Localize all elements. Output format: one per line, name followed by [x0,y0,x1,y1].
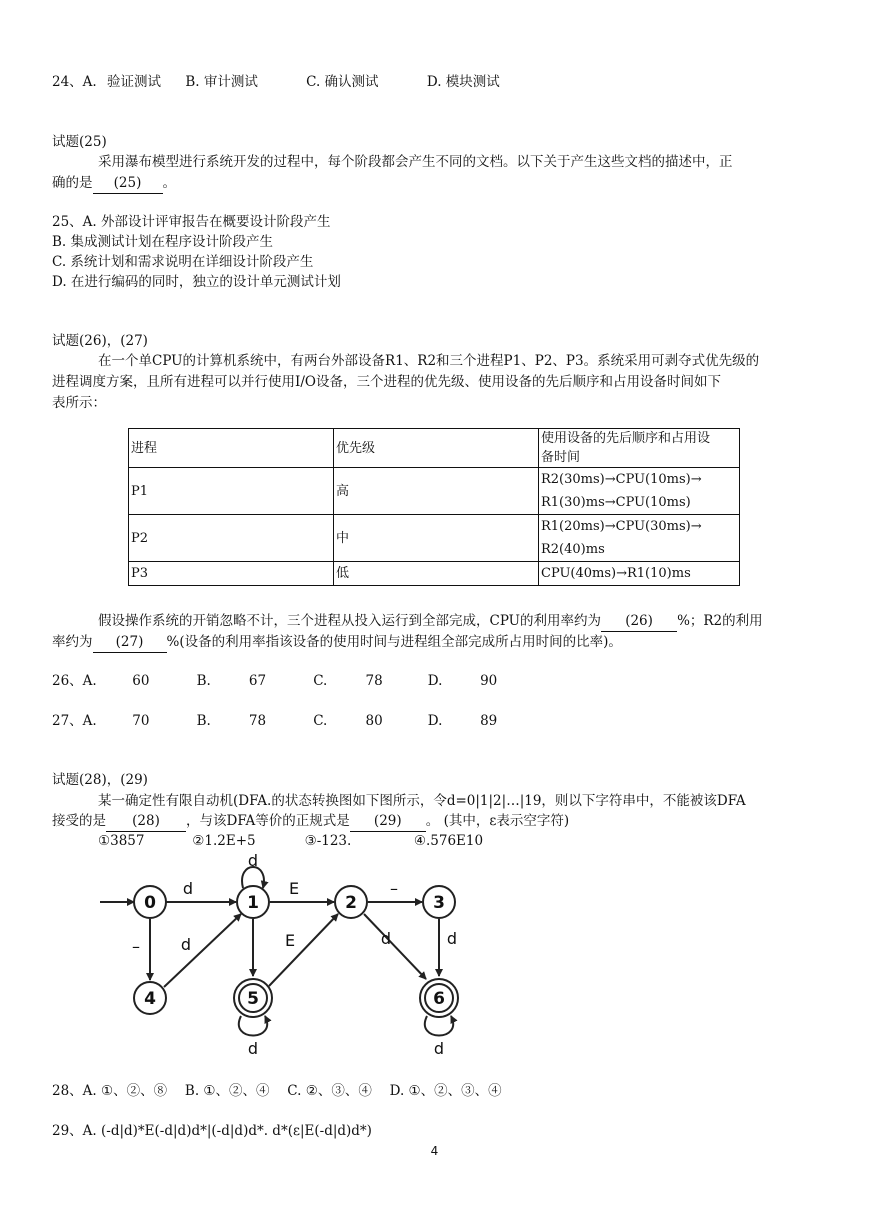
q24-option-b: B. 审计测试 [185,74,258,90]
q27-after-post: %(设备的利用率指该设备的使用时间与进程组全部完成所占用时间的比率)。 [166,634,622,650]
state-5-label: 5 [247,989,259,1009]
state-2-label: 2 [345,893,357,913]
q28-text-pre: 接受的是 [52,813,106,829]
header-sequence-line2: 备时间 [541,450,581,465]
q28-string-2: ②1.2E+5 [192,833,256,849]
cell-priority: 低 [334,562,539,586]
q27-option-c-label: C. [313,713,328,729]
q26-text-line3: 表所示： [52,395,106,411]
label-e55: d [247,1039,259,1058]
q28-text-mid: ，与该DFA等价的正规式是 [186,813,350,829]
q25-text-line2 [52,173,176,194]
q26-option-a: 60 [132,673,150,689]
table-row [129,562,740,586]
cell-sequence-line2: R2(40)ms [541,542,605,557]
q25-option-d: D. 在进行编码的同时，独立的设计单元测试计划 [52,274,341,290]
cell-priority: 高 [334,468,539,515]
q26-after-line1 [98,611,763,632]
q28-text-line1: 某一确定性有限自动机(DFA.的状态转换图如下图所示，令d=0|1|2|…|19，则以下字符串中，不能被该DFA [98,793,746,809]
q25-title: 试题(25) [52,134,107,150]
q26-option-c: 78 [365,673,383,689]
q26-option-c-label: C. [313,673,328,689]
q27-option-d: 89 [480,713,498,729]
q27-option-b: 78 [248,713,267,729]
state-0-label: 0 [144,893,156,913]
cell-priority: 中 [334,515,539,562]
label-e11: d [247,851,259,870]
header-sequence [539,429,740,468]
q27-after-line2 [52,632,622,653]
cell-sequence-line1: R1(20ms)→CPU(30ms)→ [541,519,702,534]
cell-process: P3 [129,562,334,586]
q27-prefix: 27、A. [52,713,97,729]
loop-6 [425,1016,453,1036]
label-e26: d [380,929,392,948]
q26-option-b: 67 [248,673,267,689]
q26-title: 试题(26)，(27) [52,333,148,349]
q24-option-a: 验证测试 [107,74,162,90]
q26-text-line2: 进程调度方案，且所有进程可以并行使用I/O设备，三个进程的优先级、使用设备的先后顺序和占用设备时间如下 [52,374,721,390]
label-e12: E [288,879,300,898]
table-row [129,468,740,515]
cell-sequence [539,515,740,562]
label-e41: d [180,935,192,954]
header-sequence-line1: 使用设备的先后顺序和占用设 [541,431,711,446]
label-e36: d [446,929,458,948]
q28-text-post: 。 (其中，ε表示空字符) [425,813,570,829]
q25-option-b: B. 集成测试计划在程序设计阶段产生 [52,234,274,250]
cell-process: P2 [129,515,334,562]
q27-option-a: 70 [132,713,150,729]
q28-options: 28、A. ①、②、⑧ B. ①、②、④ C. ②、③、④ D. ①、②、③、④ [52,1083,502,1099]
q25-text-pre: 确的是 [52,175,93,191]
q28-text-line2 [52,811,569,832]
q26-options [52,671,520,691]
label-e52: E [284,931,296,950]
cell-process: P1 [129,468,334,515]
loop-5 [239,1016,267,1036]
q24-options [52,72,500,92]
state-4-label: 4 [144,989,156,1009]
state-1-label: 1 [247,893,259,913]
q26-option-d: 90 [480,673,498,689]
label-e04: – [132,937,140,956]
q25-option-c: C. 系统计划和需求说明在详细设计阶段产生 [52,254,314,270]
q26-prefix: 26、A. [52,673,97,689]
q27-option-c: 80 [365,713,383,729]
page-number: 4 [430,1144,439,1158]
q24-option-d: D. 模块测试 [426,74,500,90]
q26-blank: (26) [601,611,677,632]
q26-text-line1: 在一个单CPU的计算机系统中，有两台外部设备R1、R2和三个进程P1、P2、P3。系统采用可剥夺式优先级的 [98,353,760,369]
edge-2-6 [364,914,426,979]
q26-option-d-label: D. [427,673,443,689]
q28-string-4: ④.576E10 [413,833,484,849]
q28-title: 试题(28)，(29) [52,772,148,788]
dfa-diagram [96,846,476,1058]
cell-sequence: CPU(40ms)→R1(10)ms [539,562,740,586]
q25-text-line1: 采用瀑布模型进行系统开发的过程中，每个阶段都会产生不同的文档。以下关于产生这些文档的描述中，正 [98,154,733,170]
q26-after-pre: 假设操作系统的开销忽略不计，三个进程从投入运行到全部完成，CPU的利用率约为 [98,613,602,629]
header-process: 进程 [129,429,334,468]
cell-sequence-line2: R1(30)ms→CPU(10ms) [541,495,691,510]
process-table [128,428,740,586]
q25-option-a: 25、A. 外部设计评审报告在概要设计阶段产生 [52,214,331,230]
label-e66: d [433,1039,445,1058]
q24-option-c: C. 确认测试 [306,74,379,90]
edge-5-2 [269,914,338,986]
q29-options: 29、A. (-d|d)*E(-d|d)d*|(-d|d)d*. d*(ε|E(-d|d)d*) [52,1123,372,1139]
loop-1 [242,867,264,888]
q27-after-pre: 率约为 [52,634,93,650]
state-3-label: 3 [433,893,445,913]
edge-4-1 [164,914,241,987]
q26-option-b-label: B. [196,673,211,689]
header-priority: 优先级 [334,429,539,468]
q27-blank: (27) [93,632,167,653]
cell-sequence [539,468,740,515]
table-row [129,515,740,562]
q29-blank: (29) [350,811,426,832]
table-header-row [129,429,740,468]
q27-option-d-label: D. [427,713,443,729]
q28-blank: (28) [106,811,186,832]
label-e23: – [390,879,398,898]
q28-string-3: ③-123. [304,833,352,849]
q27-option-b-label: B. [196,713,211,729]
cell-sequence-line1: R2(30ms)→CPU(10ms)→ [541,472,702,487]
q24-prefix: 24、A. [52,74,97,90]
q26-after-post: %；R2的利用 [677,613,763,629]
label-e01: d [182,879,194,898]
q27-options [52,711,520,731]
q28-string-1: ①3857 [98,833,145,849]
q25-text-post: 。 [162,175,176,191]
q25-blank: (25) [93,173,163,194]
state-6-label: 6 [433,989,445,1009]
